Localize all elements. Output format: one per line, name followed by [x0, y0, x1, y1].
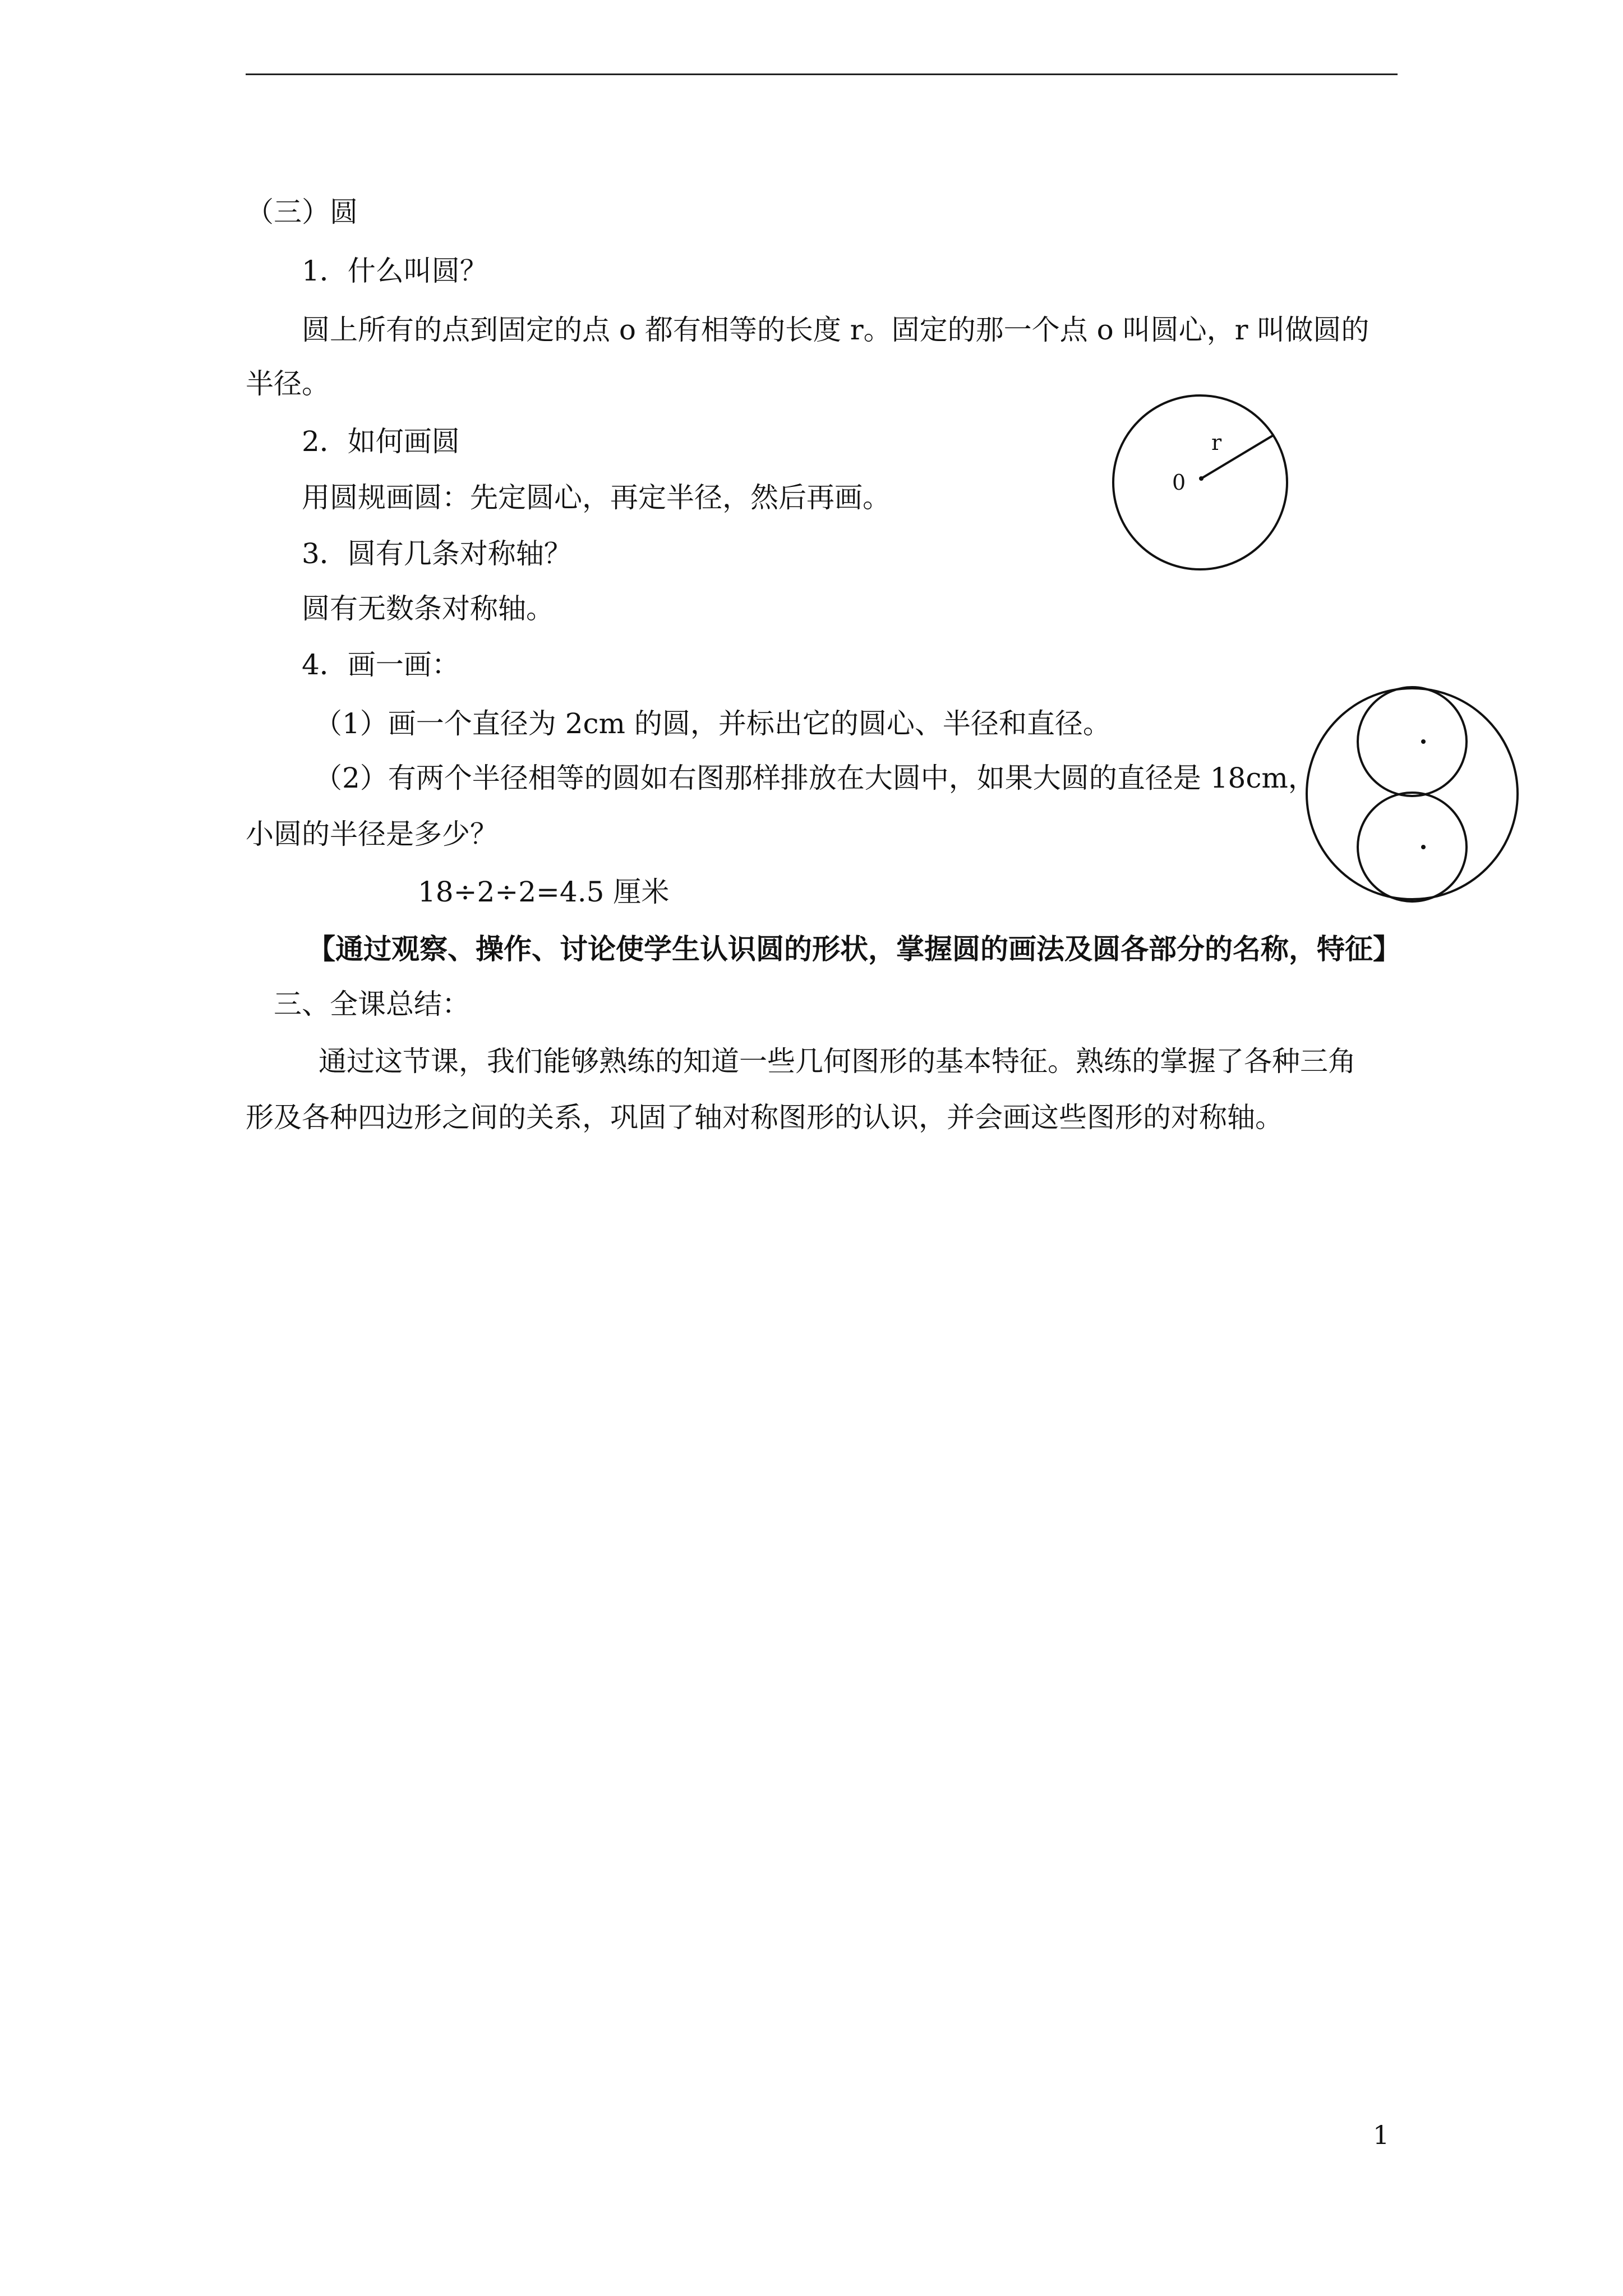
page-number: 1	[1373, 2120, 1390, 2150]
q2-heading: 2．如何画圆	[302, 425, 460, 458]
q1-text-line1: 圆上所有的点到固定的点 o 都有相等的长度 r。固定的那一个点 o 叫圆心，r 叫做圆的	[302, 314, 1370, 346]
section-note: 【通过观察、操作、讨论使学生认识圆的形状，掌握圆的画法及圆各部分的名称，特征】	[307, 932, 1401, 965]
q3-heading: 3．圆有几条对称轴？	[302, 537, 572, 570]
center-point	[1199, 476, 1204, 481]
q4-item2-line2: 小圆的半径是多少？	[246, 818, 498, 850]
summary-heading: 三、全课总结：	[274, 988, 470, 1020]
small-circle-bottom	[1358, 793, 1467, 901]
section-title: （三）圆	[246, 196, 358, 228]
summary-line1: 通过这节课，我们能够熟练的知道一些几何图形的基本特征。熟练的掌握了各种三角	[319, 1045, 1356, 1078]
center-label: 0	[1172, 470, 1186, 495]
q1-heading: 1．什么叫圆？	[302, 255, 488, 287]
q4-answer: 18÷2÷2=4.5 厘米	[418, 876, 670, 908]
small-circle-bottom-center	[1421, 845, 1426, 849]
q4-heading: 4．画一画：	[302, 648, 460, 681]
circle-outline	[1113, 395, 1287, 569]
summary-line2: 形及各种四边形之间的关系，巩固了轴对称图形的认识，并会画这些图形的对称轴。	[246, 1101, 1283, 1134]
radius-label: r	[1211, 430, 1222, 455]
header-rule	[246, 73, 1398, 75]
circle-radius-figure	[1099, 387, 1301, 578]
q1-text-line2: 半径。	[246, 367, 330, 400]
q2-text: 用圆规画圆：先定圆心，再定半径，然后再画。	[302, 481, 891, 514]
small-circle-top-center	[1421, 739, 1426, 744]
q3-text: 圆有无数条对称轴。	[302, 592, 554, 625]
q4-item2-line1: （2）有两个半径相等的圆如右图那样排放在大圆中，如果大圆的直径是 18cm，	[314, 762, 1316, 794]
q4-item1: （1）画一个直径为 2cm 的圆，并标出它的圆心、半径和直径。	[314, 707, 1111, 740]
nested-circles-figure	[1301, 679, 1525, 909]
small-circle-top	[1358, 687, 1467, 796]
